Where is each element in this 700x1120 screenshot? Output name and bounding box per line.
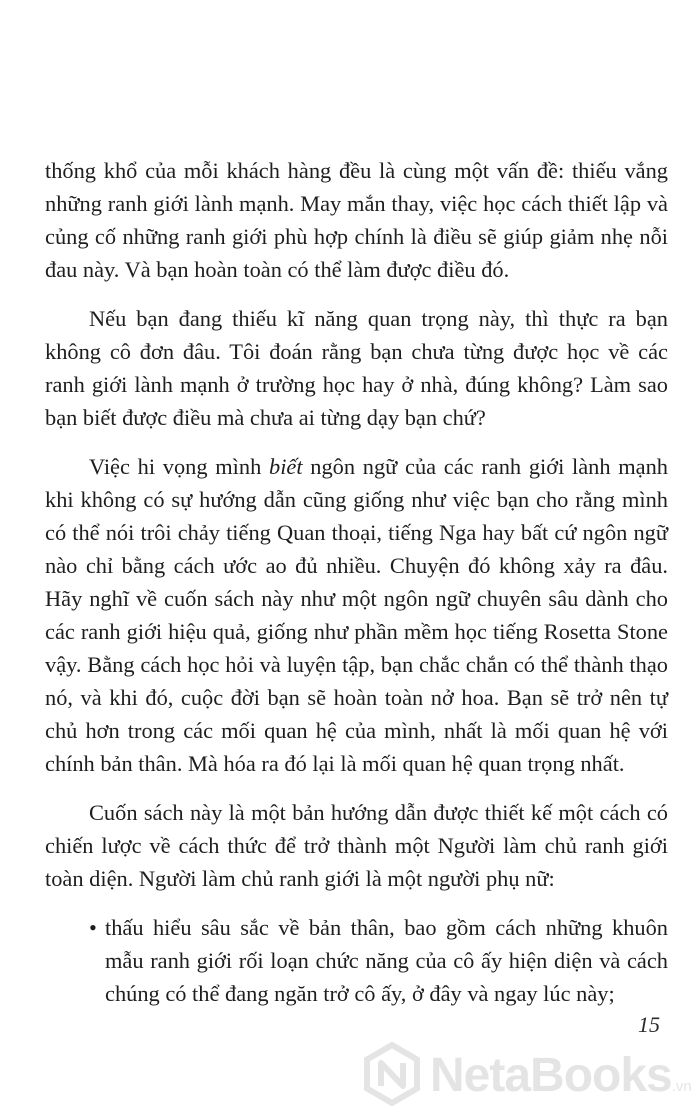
netabooks-logo-icon bbox=[360, 1042, 424, 1106]
page-number: 15 bbox=[638, 1012, 660, 1037]
bullet-text: thấu hiểu sâu sắc về bản thân, bao gồm cách những khuôn mẫu ranh giới rối loạn chức năng của cô ấy hiện diện và cách chúng có thể đang ngăn trở cô ấy, ở đây và ngay lúc này; bbox=[105, 915, 668, 1006]
paragraph-2: Nếu bạn đang thiếu kĩ năng quan trọng này, thì thực ra bạn không cô đơn đâu. Tôi đoán rằng bạn chưa từng được học về các ranh giới lành mạnh ở trường học hay ở nhà, đúng không? Làm sao bạn biết được điều mà chưa ai từng dạy bạn chứ? bbox=[45, 306, 668, 430]
bullet-item bbox=[89, 911, 668, 1010]
watermark-suffix: .vn bbox=[671, 1078, 692, 1095]
paragraph-1: thống khổ của mỗi khách hàng đều là cùng một vấn đề: thiếu vắng những ranh giới lành mạnh. May mắn thay, việc học cách thiết lập và củng cố những ranh giới phù hợp chính là điều sẽ giúp giảm nhẹ nỗi đau này. Và bạn hoàn toàn có thể làm được điều đó. bbox=[45, 158, 668, 282]
body-text bbox=[45, 154, 668, 1010]
watermark-brand: NetaBooks bbox=[430, 1049, 672, 1102]
paragraph-3 bbox=[45, 450, 668, 780]
emphasis-word: biết bbox=[269, 454, 303, 479]
bullet-marker: • bbox=[89, 915, 97, 940]
paragraph-3-start: Việc hi vọng mình bbox=[89, 454, 269, 479]
watermark-text bbox=[430, 1048, 692, 1103]
paragraph-3-rest: ngôn ngữ của các ranh giới lành mạnh khi không có sự hướng dẫn cũng giống như việc bạn cho rằng mình có thể nói trôi chảy tiếng Quan thoại, tiếng Nga hay bất cứ ngôn ngữ nào chỉ bằng cách ước ao đủ nhiều. Chuyện đó không xảy ra đâu. Hãy nghĩ về cuốn sách này như một ngôn ngữ chuyên sâu dành cho các ranh giới hiệu quả, giống như phần mềm học tiếng Rosetta Stone vậy. Bằng cách học hỏi và luyện tập, bạn chắc chắn có thể thành thạo nó, và khi đó, cuộc đời bạn sẽ hoàn toàn nở hoa. Bạn sẽ trở nên tự chủ hơn trong các mối quan hệ của mình, nhất là mối quan hệ với chính bản thân. Mà hóa ra đó lại là mối quan hệ quan trọng nhất. bbox=[45, 454, 669, 776]
netabooks-watermark bbox=[360, 1042, 700, 1112]
paragraph-4: Cuốn sách này là một bản hướng dẫn được thiết kế một cách có chiến lược về cách thức để trở thành một Người làm chủ ranh giới toàn diện. Người làm chủ ranh giới là một người phụ nữ: bbox=[45, 800, 668, 891]
